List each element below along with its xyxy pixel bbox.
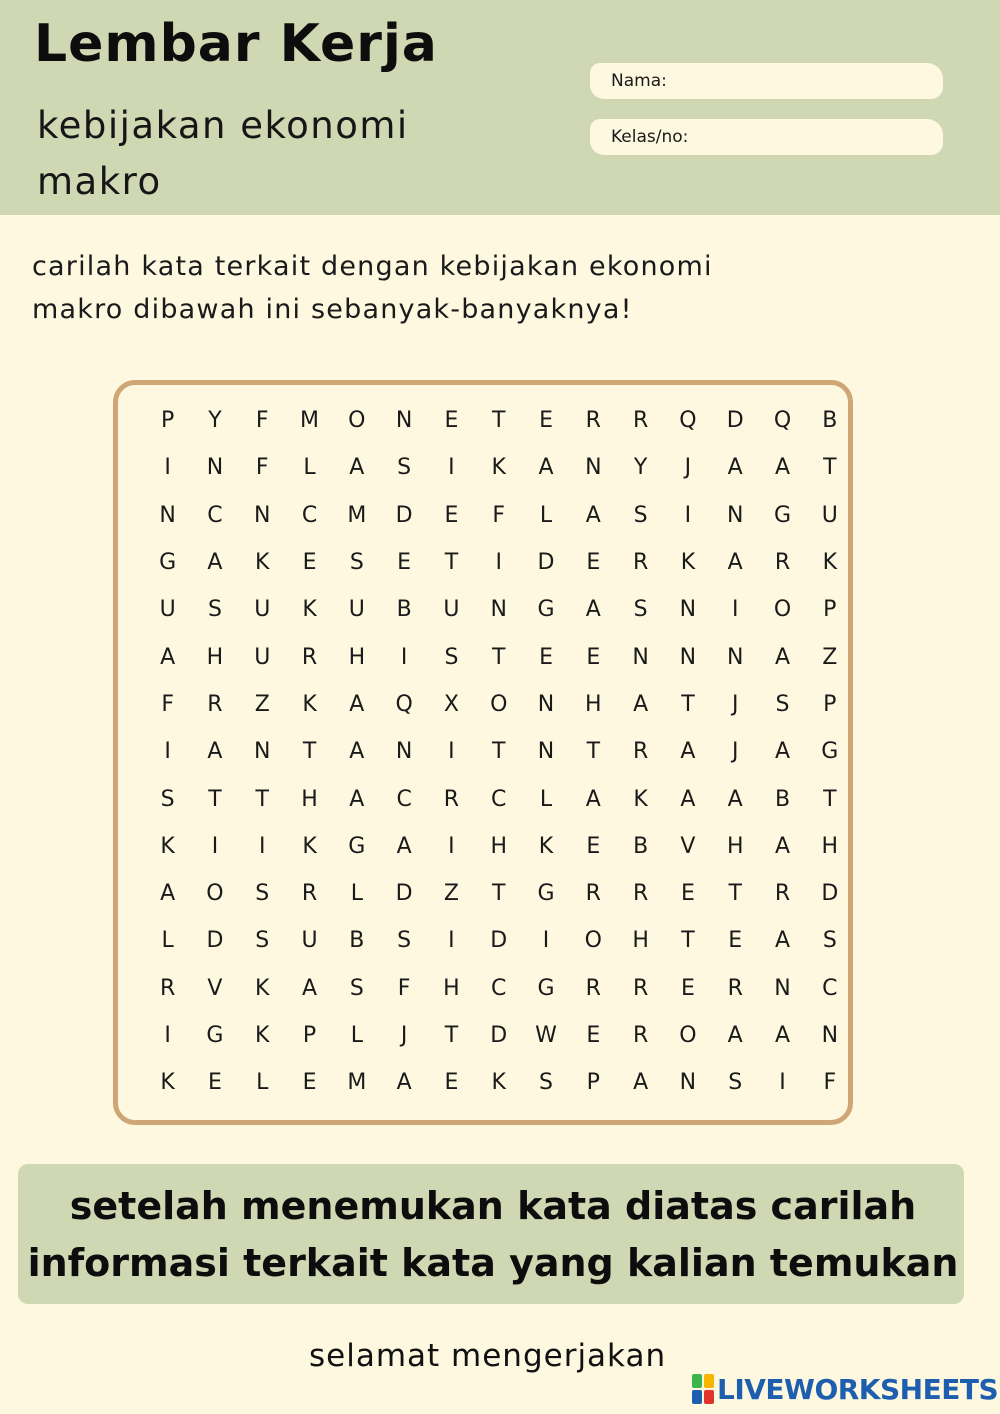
grid-letter[interactable]: J <box>400 1023 408 1048</box>
grid-letter[interactable]: B <box>396 597 412 623</box>
grid-letter[interactable]: S <box>349 975 364 1001</box>
grid-letter[interactable]: T <box>255 786 269 812</box>
closing-text: selamat mengerjakan <box>309 1338 667 1374</box>
grid-letter[interactable]: K <box>822 550 838 576</box>
grid-letter[interactable]: C <box>822 975 838 1001</box>
grid-letter[interactable]: R <box>632 739 649 765</box>
grid-letter[interactable]: V <box>680 833 696 859</box>
grid-letter[interactable]: Y <box>633 455 648 481</box>
grid-letter[interactable]: A <box>585 786 601 812</box>
grid-letter[interactable]: S <box>207 597 222 623</box>
grid-letter[interactable]: O <box>206 881 224 907</box>
grid-letter[interactable]: A <box>774 1023 791 1048</box>
grid-letter[interactable]: S <box>255 928 270 954</box>
grid-letter[interactable]: N <box>726 644 744 670</box>
grid-letter[interactable]: A <box>538 455 554 481</box>
grid-letter[interactable]: C <box>396 786 412 812</box>
grid-letter[interactable]: N <box>254 502 271 528</box>
grid-letter[interactable]: A <box>774 644 791 670</box>
name-field[interactable]: Nama: <box>590 63 943 99</box>
grid-letter[interactable]: T <box>681 691 695 717</box>
grid-letter[interactable]: S <box>775 691 790 717</box>
grid-letter[interactable]: K <box>160 1070 175 1096</box>
grid-letter[interactable]: R <box>301 881 318 907</box>
grid-letter[interactable]: I <box>164 1023 171 1048</box>
grid-letter[interactable]: A <box>396 833 412 859</box>
grid-letter[interactable]: J <box>731 739 739 765</box>
grid-letter[interactable]: T <box>586 739 601 765</box>
grid-letter[interactable]: N <box>395 408 413 434</box>
grid-letter[interactable]: D <box>537 550 555 576</box>
grid-letter[interactable]: I <box>495 550 502 576</box>
grid-letter[interactable]: N <box>726 502 744 528</box>
grid-letter[interactable]: N <box>679 1070 697 1096</box>
grid-letter[interactable]: U <box>159 597 176 623</box>
grid-letter[interactable]: S <box>397 455 412 481</box>
grid-letter[interactable]: L <box>539 786 553 812</box>
grid-letter[interactable]: U <box>348 597 365 623</box>
grid-letter[interactable]: A <box>207 550 223 576</box>
grid-letter[interactable]: H <box>585 691 602 717</box>
grid-letter[interactable]: P <box>823 597 837 623</box>
grid-letter[interactable]: A <box>727 455 743 481</box>
grid-letter[interactable]: R <box>585 975 601 1001</box>
grid-letter[interactable]: E <box>539 408 553 434</box>
grid-letter[interactable]: E <box>680 975 695 1001</box>
grid-letter[interactable]: I <box>164 455 171 481</box>
grid-letter[interactable]: A <box>633 1070 649 1096</box>
grid-letter[interactable]: U <box>301 928 318 954</box>
grid-letter[interactable]: L <box>303 455 316 481</box>
grid-letter[interactable]: T <box>823 455 837 481</box>
grid-letter[interactable]: K <box>302 691 317 717</box>
grid-letter[interactable]: H <box>490 833 507 859</box>
grid-letter[interactable]: S <box>349 550 364 576</box>
grid-letter[interactable]: N <box>159 502 176 528</box>
grid-letter[interactable]: R <box>160 975 176 1001</box>
brand-name: LIVEWORKSHEETS <box>717 1372 999 1406</box>
grid-letter[interactable]: G <box>773 502 792 528</box>
grid-letter[interactable]: K <box>538 833 554 859</box>
grid-letter[interactable]: R <box>443 786 460 812</box>
grid-letter[interactable]: D <box>206 928 224 954</box>
grid-letter[interactable]: R <box>632 881 649 907</box>
grid-letter[interactable]: A <box>774 833 791 859</box>
grid-letter[interactable]: E <box>444 502 459 528</box>
grid-letter[interactable]: R <box>727 975 743 1001</box>
grid-letter[interactable]: E <box>680 881 695 907</box>
grid-letter[interactable]: P <box>586 1070 600 1096</box>
grid-letter[interactable]: Z <box>822 644 838 670</box>
grid-letter[interactable]: F <box>823 1070 837 1096</box>
grid-letter[interactable]: D <box>490 1023 508 1048</box>
grid-letter[interactable]: K <box>491 455 506 481</box>
grid-letter[interactable]: S <box>822 928 837 954</box>
grid-letter[interactable]: N <box>821 1023 839 1048</box>
grid-letter[interactable]: Q <box>679 408 697 434</box>
grid-letter[interactable]: L <box>256 1070 269 1096</box>
grid-letter[interactable]: A <box>396 1070 412 1096</box>
grid-letter[interactable]: E <box>302 550 317 576</box>
grid-letter[interactable]: V <box>207 975 223 1001</box>
grid-letter[interactable]: I <box>448 833 455 859</box>
grid-letter[interactable]: A <box>727 786 743 812</box>
grid-letter[interactable]: N <box>206 455 224 481</box>
grid-letter[interactable]: K <box>302 833 317 859</box>
grid-letter[interactable]: P <box>161 408 175 434</box>
grid-letter[interactable]: R <box>774 550 791 576</box>
grid-letter[interactable]: A <box>680 739 696 765</box>
grid-letter[interactable]: T <box>444 1023 459 1048</box>
grid-letter[interactable]: C <box>207 502 223 528</box>
grid-letter[interactable]: M <box>347 1070 367 1096</box>
brand-logo <box>692 1372 998 1406</box>
grid-letter[interactable]: E <box>444 408 459 434</box>
grid-letter[interactable]: D <box>726 408 744 434</box>
grid-letter[interactable]: G <box>537 975 555 1001</box>
grid-letter[interactable]: B <box>822 408 838 434</box>
grid-letter[interactable]: R <box>585 881 601 907</box>
grid-letter[interactable]: L <box>539 502 553 528</box>
grid-letter[interactable]: H <box>726 833 744 859</box>
grid-letter[interactable]: D <box>821 881 839 907</box>
grid-letter[interactable]: T <box>728 881 742 907</box>
grid-letter[interactable]: N <box>395 739 413 765</box>
grid-letter[interactable]: O <box>584 928 602 954</box>
grid-letter[interactable]: T <box>302 739 317 765</box>
grid-letter[interactable]: E <box>444 1070 459 1096</box>
grid-letter[interactable]: E <box>586 644 601 670</box>
grid-letter[interactable]: I <box>258 833 266 859</box>
grid-letter[interactable]: U <box>254 597 271 623</box>
grid-letter[interactable]: K <box>160 833 175 859</box>
grid-letter[interactable]: B <box>349 928 365 954</box>
grid-letter[interactable]: R <box>632 1023 649 1048</box>
grid-letter[interactable]: U <box>443 597 460 623</box>
grid-letter[interactable]: H <box>821 833 839 859</box>
grid-letter[interactable]: W <box>535 1023 557 1048</box>
grid-letter[interactable]: P <box>302 1023 317 1048</box>
grid-letter[interactable]: S <box>444 644 459 670</box>
grid-letter[interactable]: Q <box>773 408 792 434</box>
grid-letter[interactable]: I <box>448 928 455 954</box>
grid-letter[interactable]: G <box>159 550 177 576</box>
grid-letter[interactable]: E <box>397 550 412 576</box>
grid-letter[interactable]: Q <box>395 691 413 717</box>
word-search-grid[interactable] <box>144 397 853 1106</box>
grid-letter[interactable]: T <box>492 408 506 434</box>
grid-letter[interactable]: F <box>397 975 411 1001</box>
grid-letter[interactable]: H <box>348 644 366 670</box>
grid-letter[interactable]: O <box>490 691 508 717</box>
grid-letter[interactable]: N <box>490 597 507 623</box>
grid-letter[interactable]: A <box>349 691 365 717</box>
grid-letter[interactable]: D <box>395 502 413 528</box>
grid-letter[interactable]: U <box>254 644 271 670</box>
grid-letter[interactable]: T <box>681 928 695 954</box>
grid-letter[interactable]: Y <box>208 408 222 434</box>
grid-letter[interactable]: B <box>633 833 649 859</box>
grid-letter[interactable]: L <box>350 881 363 907</box>
grid-letter[interactable]: E <box>586 833 601 859</box>
grid-letter[interactable]: E <box>728 928 743 954</box>
grid-letter[interactable]: K <box>255 1023 270 1048</box>
grid-letter[interactable]: C <box>491 975 507 1001</box>
grid-letter[interactable]: A <box>774 928 791 954</box>
grid-letter[interactable]: A <box>774 739 791 765</box>
grid-letter[interactable]: I <box>164 739 171 765</box>
grid-letter[interactable]: I <box>400 644 408 670</box>
grid-letter[interactable]: A <box>160 881 176 907</box>
grid-letter[interactable]: T <box>444 550 459 576</box>
grid-letter[interactable]: L <box>161 928 174 954</box>
page-subtitle: kebijakan ekonomi makro <box>37 104 409 203</box>
grid-letter[interactable]: R <box>632 408 649 434</box>
grid-letter[interactable]: S <box>633 502 648 528</box>
grid-letter[interactable]: O <box>773 597 792 623</box>
grid-letter[interactable]: P <box>823 691 837 717</box>
grid-letter[interactable]: G <box>206 1023 224 1048</box>
grid-letter[interactable]: N <box>537 739 555 765</box>
grid-letter[interactable]: D <box>395 881 413 907</box>
grid-letter[interactable]: A <box>160 644 176 670</box>
grid-letter[interactable]: K <box>255 550 270 576</box>
grid-letter[interactable]: C <box>301 502 318 528</box>
grid-letter[interactable]: A <box>727 550 743 576</box>
grid-letter[interactable]: E <box>207 1070 222 1096</box>
grid-letter[interactable]: G <box>537 881 555 907</box>
grid-letter[interactable]: F <box>255 408 269 434</box>
grid-letter[interactable]: A <box>302 975 318 1001</box>
grid-letter[interactable]: E <box>586 1023 601 1048</box>
grid-letter[interactable]: G <box>821 739 839 765</box>
grid-letter[interactable]: R <box>774 881 791 907</box>
grid-letter[interactable]: M <box>347 502 367 528</box>
grid-letter[interactable]: R <box>301 644 318 670</box>
grid-letter[interactable]: S <box>397 928 412 954</box>
grid-letter[interactable]: A <box>349 455 365 481</box>
grid-letter[interactable]: Z <box>254 691 270 717</box>
grid-letter[interactable]: A <box>349 739 365 765</box>
grid-letter[interactable]: O <box>348 408 366 434</box>
grid-letter[interactable]: N <box>632 644 649 670</box>
grid-letter[interactable]: K <box>633 786 648 812</box>
grid-letter[interactable]: R <box>585 408 601 434</box>
grid-letter[interactable]: G <box>348 833 366 859</box>
grid-letter[interactable]: S <box>633 597 648 623</box>
grid-letter[interactable]: H <box>301 786 318 812</box>
grid-letter[interactable]: A <box>585 597 601 623</box>
grid-letter[interactable]: H <box>632 928 649 954</box>
grid-letter[interactable]: J <box>731 691 739 717</box>
grid-letter[interactable]: F <box>255 455 269 481</box>
grid-letter[interactable]: S <box>539 1070 553 1096</box>
grid-letter[interactable]: S <box>160 786 175 812</box>
grid-letter[interactable]: S <box>255 881 270 907</box>
note-text: setelah menemukan kata diatas carilah informasi terkait kata yang kalian temukan <box>27 1184 959 1285</box>
header-band <box>0 0 1000 215</box>
grid-letter[interactable]: R <box>207 691 223 717</box>
grid-letter[interactable]: I <box>211 833 219 859</box>
grid-letter[interactable]: A <box>207 739 223 765</box>
grid-letter[interactable]: N <box>585 455 602 481</box>
grid-letter[interactable]: A <box>727 1023 743 1048</box>
grid-letter[interactable]: T <box>492 644 506 670</box>
grid-letter[interactable]: K <box>255 975 270 1001</box>
grid-letter[interactable]: C <box>491 786 507 812</box>
grid-letter[interactable]: M <box>300 408 320 434</box>
grid-letter[interactable]: T <box>823 786 837 812</box>
grid-letter[interactable]: I <box>684 502 692 528</box>
grid-letter[interactable]: H <box>443 975 460 1001</box>
grid-letter[interactable]: A <box>633 691 649 717</box>
instruction-text: carilah kata terkait dengan kebijakan ekonomi makro dibawah ini sebanyak-banyaknya! <box>32 251 713 325</box>
grid-letter[interactable]: N <box>679 644 697 670</box>
grid-letter[interactable]: N <box>537 691 555 717</box>
class-field[interactable]: Kelas/no: <box>590 119 943 155</box>
grid-letter[interactable]: H <box>206 644 224 670</box>
grid-letter[interactable]: N <box>679 597 697 623</box>
grid-letter[interactable]: E <box>302 1070 317 1096</box>
grid-letter[interactable]: E <box>539 644 553 670</box>
grid-letter[interactable]: L <box>350 1023 363 1048</box>
grid-letter[interactable]: A <box>680 786 696 812</box>
grid-letter[interactable]: T <box>492 881 506 907</box>
grid-letter[interactable]: N <box>254 739 271 765</box>
grid-letter[interactable]: F <box>492 502 506 528</box>
grid-letter[interactable]: D <box>490 928 508 954</box>
grid-letter[interactable]: F <box>161 691 174 717</box>
grid-letter[interactable]: G <box>537 597 555 623</box>
grid-letter[interactable]: T <box>208 786 222 812</box>
grid-letter[interactable]: A <box>774 455 791 481</box>
grid-letter[interactable]: K <box>680 550 696 576</box>
grid-letter[interactable]: I <box>448 739 455 765</box>
grid-letter[interactable]: U <box>821 502 838 528</box>
grid-letter[interactable]: K <box>491 1070 506 1096</box>
grid-letter[interactable]: Z <box>443 881 459 907</box>
grid-letter[interactable]: O <box>679 1023 697 1048</box>
grid-letter[interactable]: A <box>349 786 365 812</box>
grid-letter[interactable]: R <box>632 550 649 576</box>
page-title: Lembar Kerja <box>34 14 438 74</box>
grid-letter[interactable]: E <box>586 550 601 576</box>
grid-letter[interactable]: R <box>632 975 649 1001</box>
liveworksheets-logo-icon <box>692 1374 714 1404</box>
grid-letter[interactable]: J <box>684 455 692 481</box>
grid-letter[interactable]: S <box>728 1070 743 1096</box>
grid-letter[interactable]: B <box>774 786 791 812</box>
grid-letter[interactable]: X <box>443 691 459 717</box>
note-box <box>18 1164 964 1304</box>
grid-letter[interactable]: I <box>542 928 550 954</box>
grid-letter[interactable]: T <box>492 739 506 765</box>
grid-letter[interactable]: K <box>302 597 317 623</box>
grid-letter[interactable]: I <box>779 1070 786 1096</box>
grid-letter[interactable]: I <box>731 597 739 623</box>
grid-letter[interactable]: I <box>448 455 455 481</box>
grid-letter[interactable]: N <box>774 975 791 1001</box>
grid-letter[interactable]: A <box>585 502 601 528</box>
